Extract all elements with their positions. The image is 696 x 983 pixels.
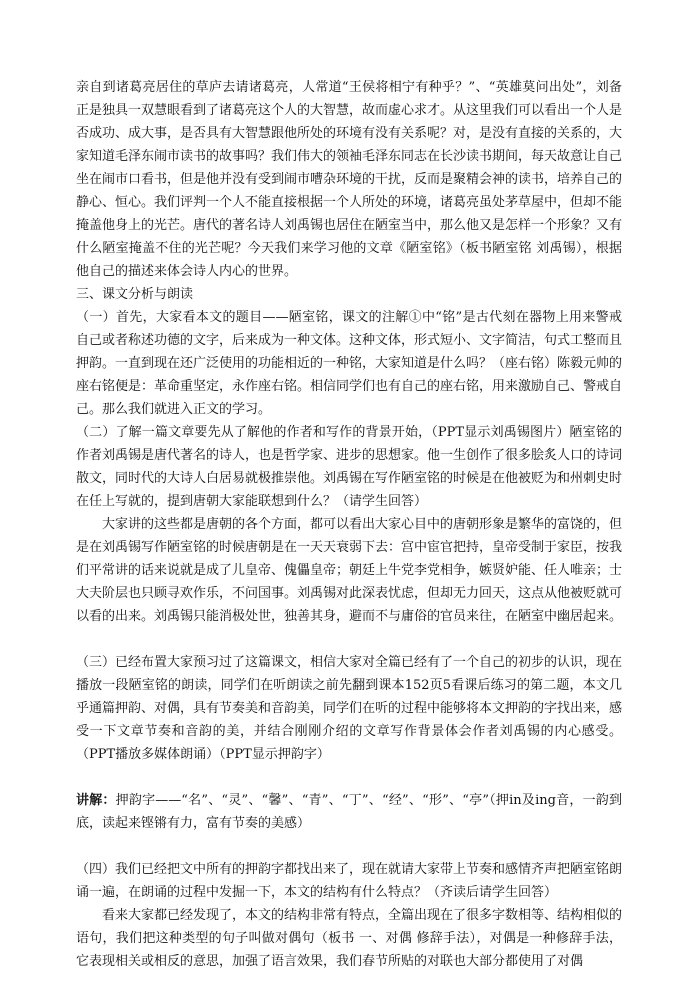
blank-line [76,628,622,651]
paragraph-intro: 亲自到诸葛亮居住的草庐去请诸葛亮，人常道“王侯将相宁有种乎？”、“英雄莫问出处”，刘备正是独具一双慧眼看到了诸葛亮这个人的大智慧，故而虚心求才。从这里我们可以看出一个人是否成功、成大事，是否具有大智慧跟他所处的环境有没有关系呢？对，是没有直接的关系的，大家知道毛泽东闹市读书的故事吗？我们伟大的领袖毛泽东同志在长沙读书期间，每天故意让自己坐在闹市口看书，但是他并没有受到闹市嘈杂环境的干扰，反而是聚精会神的读书，培养自己的静心、恒心。我们评判一个人不能直接根据一个人所处的环境，诸葛亮虽处茅草屋中，但却不能掩盖他身上的光芒。唐代的著名诗人刘禹锡也居住在陋室当中，那么他又是怎样一个形象？又有什么陋室掩盖不住的光芒呢？今天我们来学习他的文章《陋室铭》（板书陋室铭 刘禹锡），根据他自己的描述来体会诗人内心的世界。 [76,80,623,279]
document-page [76,76,622,973]
paragraph-rhyme-explanation [76,789,622,835]
paragraph-structure-question: （四）我们已经把文中所有的押韵字都找出来了，现在就请大家带上节奏和感情齐声把陋室铭朗诵一遍，在朗诵的过程中发掘一下，本文的结构有什么特点？（齐读后请学生回答） [76,862,623,900]
rhyme-words: 押韵字——“名”、“灵”、“馨”、“青”、“丁”、“经”、“形”、“亭”（押in及ing音，一韵到底，读起来铿锵有力，富有节奏的美感） [76,793,622,831]
paragraph-tang-dynasty: 大家讲的这些都是唐朝的各个方面，都可以看出大家心目中的唐朝形象是繁华的富饶的，但是在刘禹锡写作陋室铭的时候唐朝是在一天天衰弱下去：宫中宦官把持，皇帝受制于家臣，按我们平常讲的话来说就是成了儿皇帝、傀儡皇帝；朝廷上牛党李党相争，嫉贤妒能、任人唯亲；士大夫阶层也只顾寻欢作乐，不问国事。刘禹锡对此深表忧虑，但却无力回天，这点从他被贬就可以看的出来。刘禹锡只能消极处世，独善其身，避而不与庸俗的官员来往，在陋室中幽居起来。 [76,517,623,624]
paragraph-title-explanation: （一）首先，大家看本文的题目——陋室铭，课文的注解①中“铭”是古代刻在器物上用来警戒自己或者称述功德的文字，后来成为一种文体。这种文体，形式短小、文字简洁，句式工整而且押韵。一直到现在还广泛使用的功能相近的一种铭，大家知道是什么吗？（座右铭）陈毅元帅的座右铭便是：革命重坚定，永作座右铭。相信同学们也有自己的座右铭，用来激励自己、警戒自己。那么我们就进入正文的学习。 [76,310,623,417]
paragraph-author-background: （二）了解一篇文章要先从了解他的作者和写作的背景开始，（PPT显示刘禹锡图片）陋室铭的作者刘禹锡是唐代著名的诗人，也是哲学家、进步的思想家。他一生创作了很多脍炙人口的诗词散文，同时代的大诗人白居易就极推崇他。刘禹锡在写作陋室铭的时候是在他被贬为和州刺史时在任上写就的，提到唐朝大家能联想到什么？（请学生回答） [76,425,623,509]
explanation-label: 讲解： [76,793,116,808]
blank-line [76,766,622,789]
paragraph-antithesis: 看来大家都已经发现了，本文的结构非常有特点，全篇出现在了很多字数相等、结构相似的语句，我们把这种类型的句子叫做对偶句（板书 一、对偶 修辞手法），对偶是一种修辞手法，它表现相关或相反的意思，加强了语言效果，我们春节所贴的对联也大部分都使用了对偶 [76,908,623,969]
section-heading-analysis: 三、课文分析与朗读 [76,287,194,302]
paragraph-reading-preview: （三）已经布置大家预习过了这篇课文，相信大家对全篇已经有了一个自己的初步的认识，现在播放一段陋室铭的朗读，同学们在听朗读之前先翻到课本152页5看课后练习的第二题，本文几乎通篇押韵、对偶，具有节奏美和音韵美，同学们在听的过程中能够将本文押韵的字找出来，感受一下文章节奏和音韵的美，并结合刚刚介绍的文章写作背景体会作者刘禹锡的内心感受。（PPT播放多媒体朗诵）（PPT显示押韵字） [76,655,623,762]
blank-line [76,835,622,858]
